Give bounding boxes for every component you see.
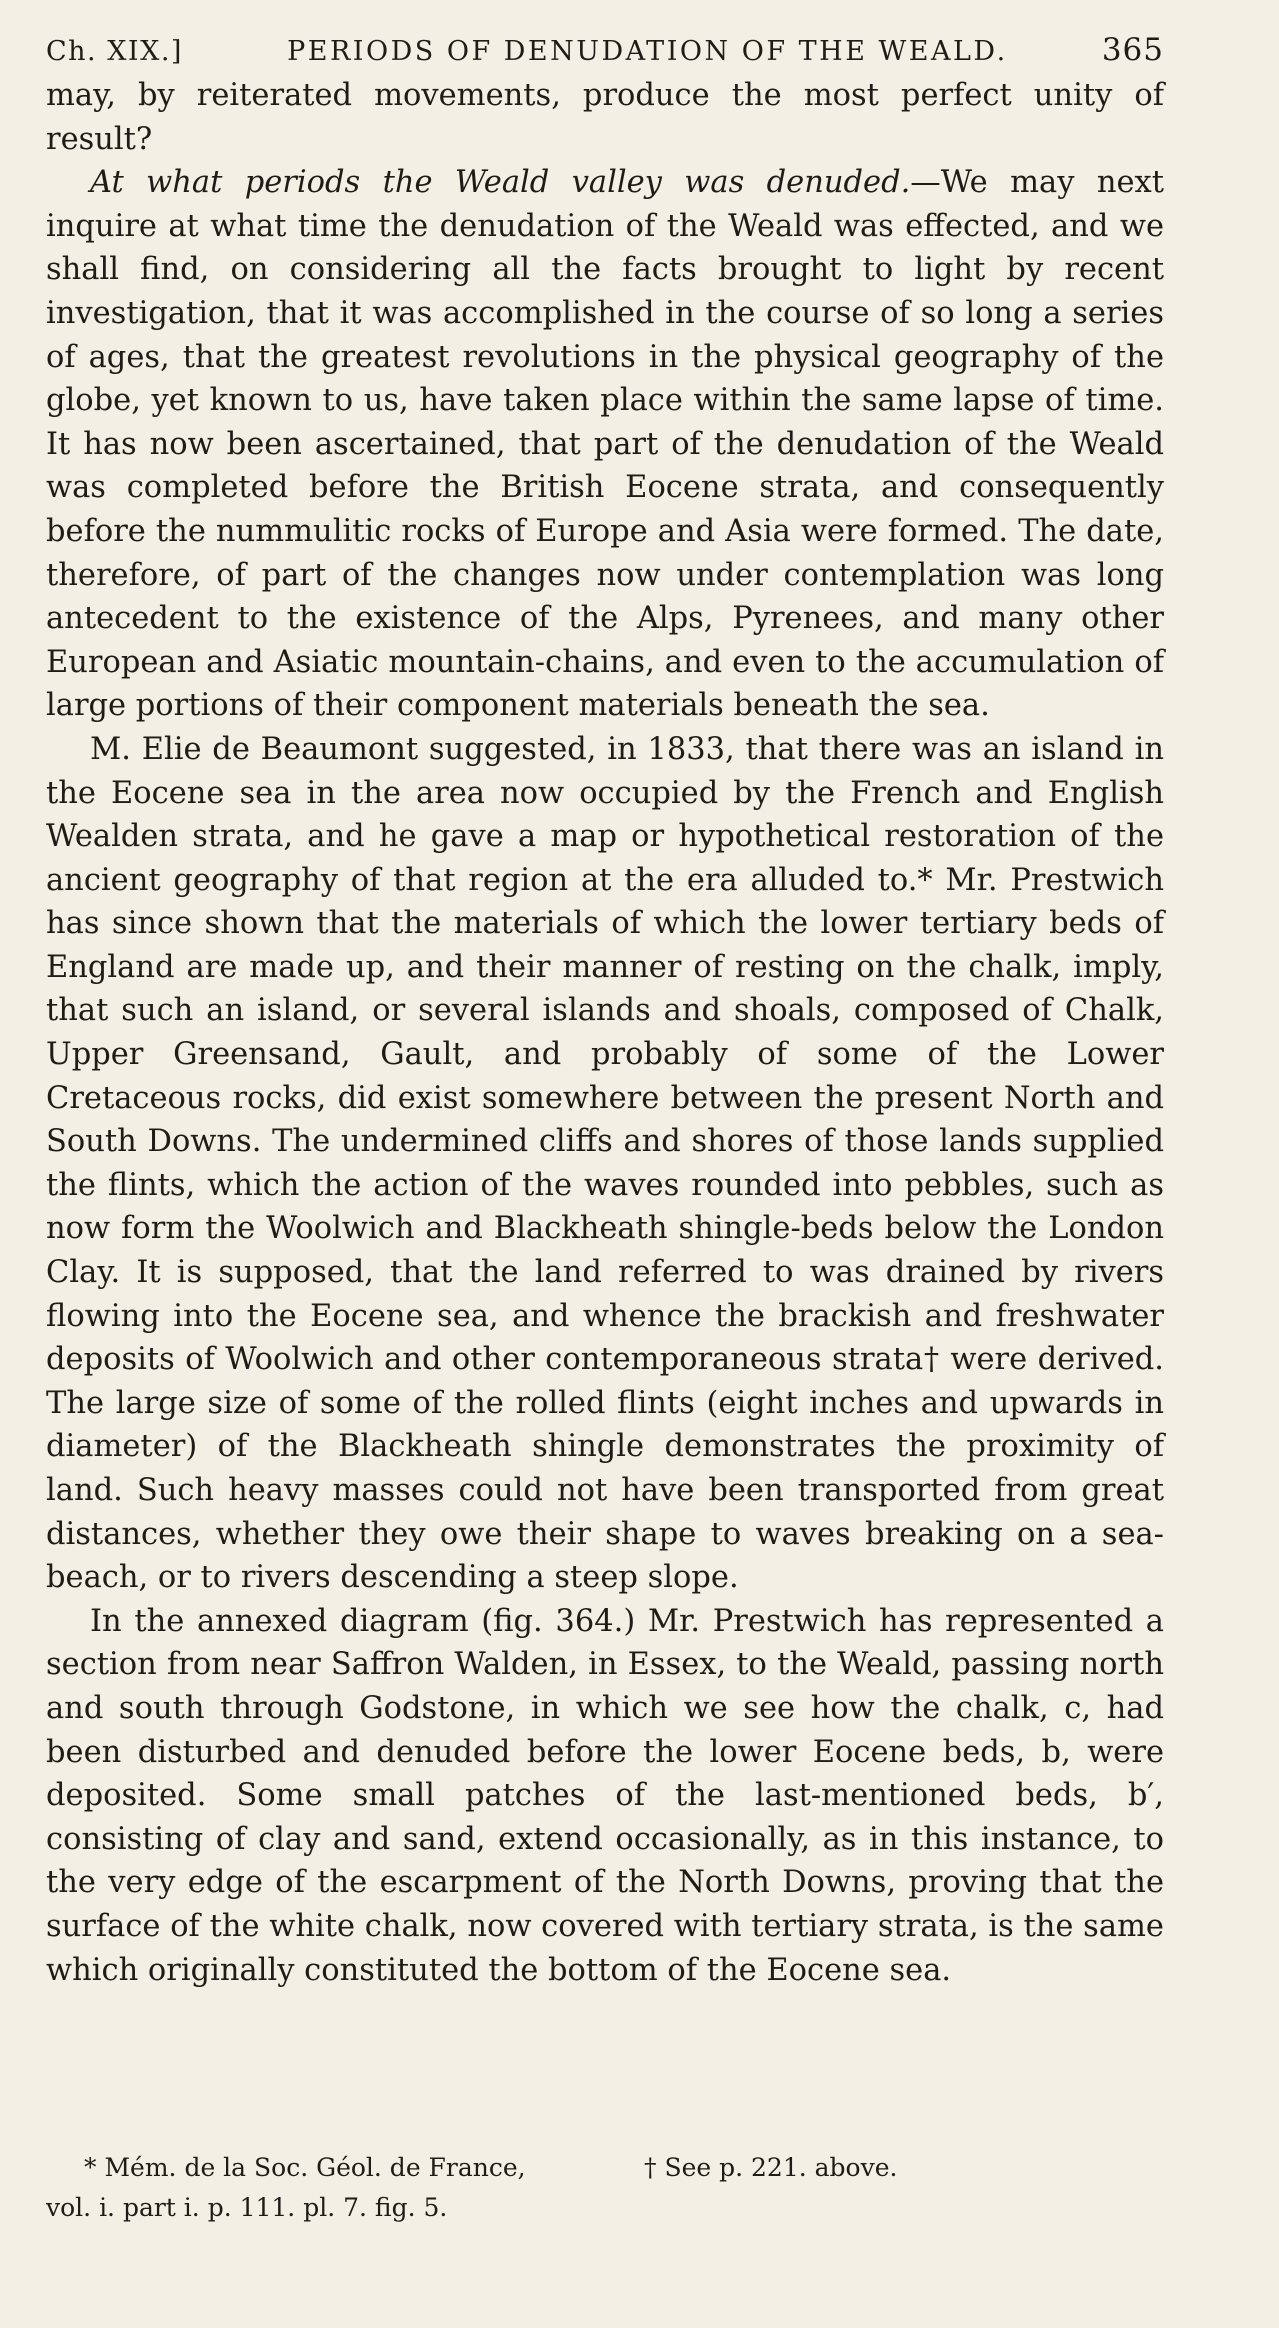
book-page <box>46 28 1164 1992</box>
running-title: PERIODS OF DENUDATION OF THE WEALD. <box>287 36 1008 67</box>
chapter-label: Ch. XIX.] <box>46 36 183 67</box>
paragraph-text: —We may next inquire at what time the denudation of the Weald was effected, and we shall find, on considering all the facts brought to light by recent investigation, that it was accomplished in the course of so long a series of ages, that the greatest revolutions in the physical geography of the globe, yet known to us, have taken place within the same lapse of time. It has now been ascertained, that part of the denudation of the Weald was completed before the British Eocene strata, and consequently before the nummulitic rocks of Europe and Asia were formed. The date, therefore, of part of the changes now under contemplation was long antecedent to the existence of the Alps, Pyrenees, and many other European and Asiatic mountain-chains, and even to the accumulation of large portions of their component materials beneath the sea. <box>46 165 1164 724</box>
page-number: 365 <box>1101 32 1164 68</box>
paragraph-beaumont: M. Elie de Beaumont suggested, in 1833, that there was an island in the Eocene sea in the area now occupied by the French and English Wealden strata, and he gave a map or hypothetical restoration of the ancient geography of that region at the era alluded to.* Mr. Prestwich has since shown that the materials of which the lower tertiary beds of England are made up, and their manner of resting on the chalk, imply, that such an island, or several islands and shoals, composed of Chalk, Upper Greensand, Gault, and probably of some of the Lower Cretaceous rocks, did exist somewhere between the present North and South Downs. The undermined cliffs and shores of those lands supplied the flints, which the action of the waves rounded into pebbles, such as now form the Woolwich and Blackheath shingle-beds below the London Clay. It is supposed, that the land referred to was drained by rivers flowing into the Eocene sea, and whence the brackish and freshwater deposits of Woolwich and other contemporaneous strata† were derived. The large size of some of the rolled flints (eight inches and upwards in diameter) of the Blackheath shingle demonstrates the proximity of land. Such heavy masses could not have been transported from great distances, whether they owe their shape to waves breaking on a sea-beach, or to rivers descending a steep slope. <box>46 731 1164 1596</box>
paragraph-weald-periods <box>46 161 1164 728</box>
paragraph-prestwich-diagram: In the annexed diagram (fig. 364.) Mr. Prestwich has represented a section from near Saffron Walden, in Essex, to the Weald, passing north and south through Godstone, in which we see how the chalk, c, had been disturbed and denuded before the lower Eocene beds, b, were deposited. Some small patches of the last-mentioned beds, b′, consisting of clay and sand, extend occasionally, as in this instance, to the very edge of the escarpment of the North Downs, proving that the surface of the white chalk, now covered with tertiary strata, is the same which originally constituted the bottom of the Eocene sea. <box>46 1603 1164 1988</box>
footnote-star <box>46 2148 602 2228</box>
running-head <box>46 28 1164 72</box>
footnote-star-line: * Mém. de la Soc. Géol. de France, <box>84 2153 526 2182</box>
body-text <box>46 74 1164 1992</box>
footnotes <box>46 2148 1164 2228</box>
footnote-star-continuation: vol. i. part i. p. 111. pl. 7. fig. 5. <box>46 2193 448 2222</box>
paragraph-continuation: may, by reiterated movements, produce the most perfect unity of result? <box>46 78 1164 157</box>
paragraph-sidehead: At what periods the Weald valley was denuded. <box>90 165 911 201</box>
footnote-dagger: † See p. 221. above. <box>644 2153 898 2182</box>
